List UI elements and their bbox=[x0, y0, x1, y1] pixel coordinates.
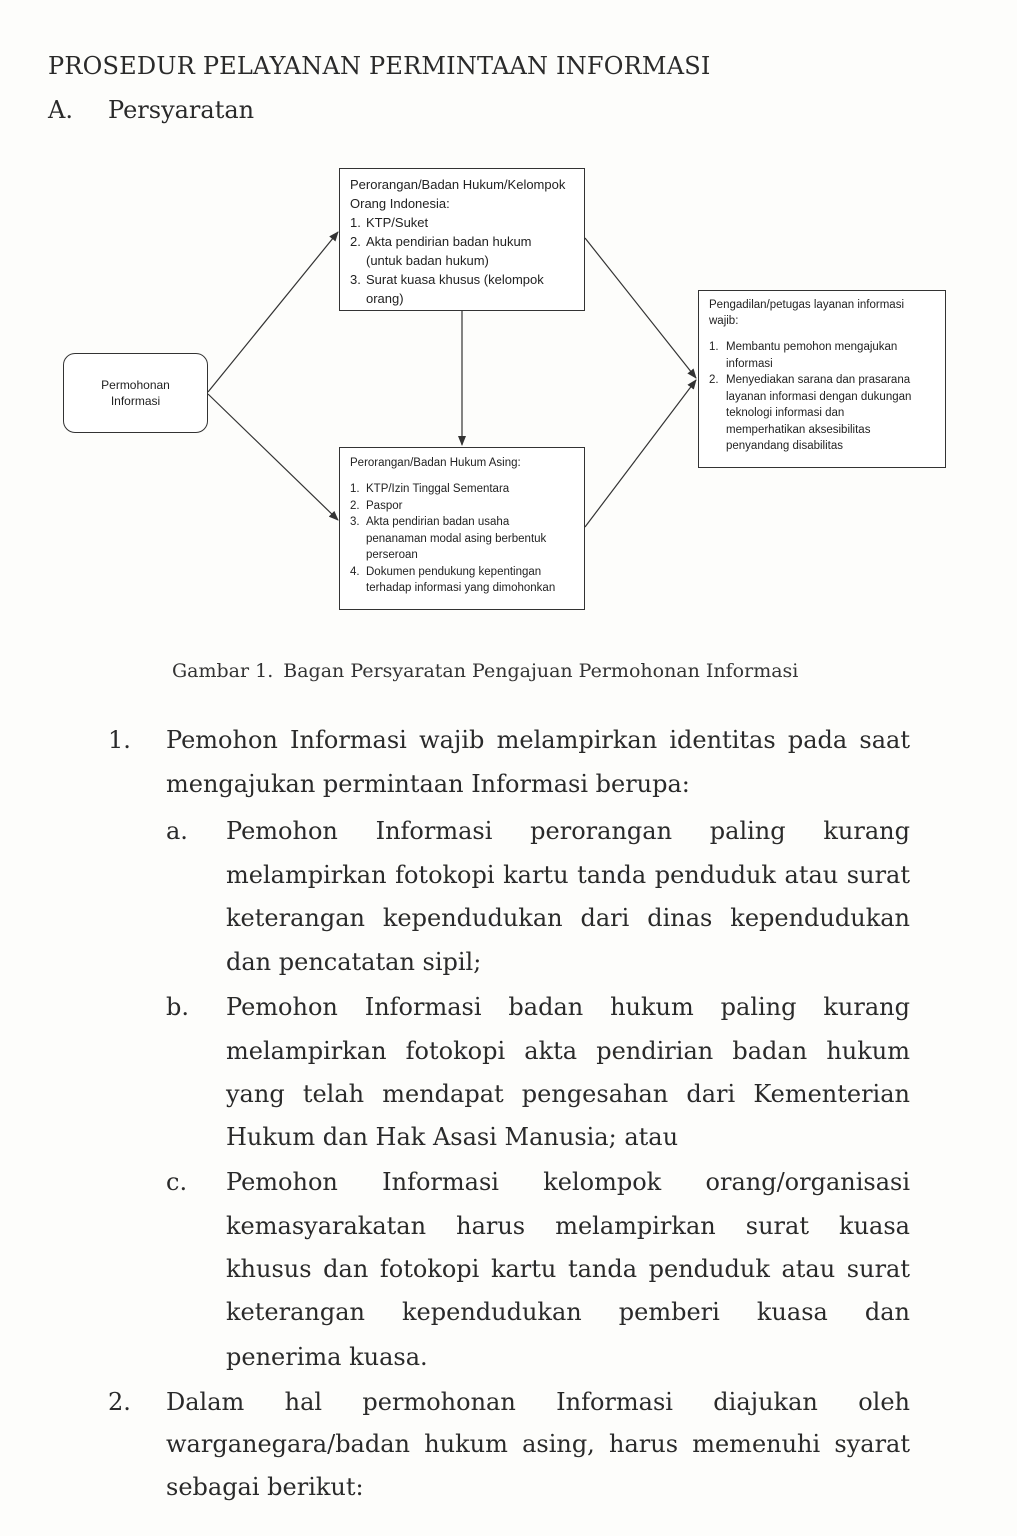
arrow-indonesian-to-officer bbox=[585, 238, 696, 378]
figure-label: Gambar 1. bbox=[172, 660, 274, 682]
indonesian-requirements-box bbox=[339, 168, 585, 311]
section-title: Persyaratan bbox=[108, 96, 255, 124]
list-item: 3. Surat kuasa khusus (kelompok orang) bbox=[350, 272, 544, 306]
sub-item-label: a. bbox=[166, 817, 188, 845]
sub-item-label: c. bbox=[166, 1168, 188, 1196]
sub-item-label: b. bbox=[166, 993, 189, 1021]
requirements-flowchart bbox=[0, 150, 1017, 630]
officer-obligations-box bbox=[698, 290, 946, 468]
figure-caption bbox=[172, 660, 798, 682]
arrow-foreign-to-officer bbox=[585, 380, 696, 527]
list-item: 2. Akta pendirian badan hukum (untuk badan hukum) bbox=[350, 234, 532, 268]
list-item: 2. Paspor bbox=[350, 499, 403, 512]
foreign-box-heading: Perorangan/Badan Hukum Asing: bbox=[350, 457, 521, 469]
section-label: A. bbox=[48, 96, 73, 124]
arrow-start-to-indonesian bbox=[208, 232, 338, 392]
list-item: 2. Menyediakan sarana dan prasarana layanan informasi dengan dukungan teknologi informasi dan memperhatikan aksesibilitas penyandang disabilitas bbox=[709, 374, 912, 452]
start-box: Permohonan Informasi bbox=[63, 353, 208, 433]
foreign-requirements-box bbox=[339, 447, 585, 610]
indonesian-box-heading: Perorangan/Badan Hukum/Kelompok Orang Indonesia: bbox=[350, 177, 566, 211]
list-item: 1. Membantu pemohon mengajukan informasi bbox=[709, 341, 898, 370]
list-item: 4. Dokumen pendukung kepentingan terhadap informasi yang dimohonkan bbox=[350, 565, 556, 594]
officer-box-heading: Pengadilan/petugas layanan informasi wajib: bbox=[709, 299, 904, 327]
list-item: 3. Akta pendirian badan usaha penanaman modal asing berbentuk perseroan bbox=[350, 516, 547, 561]
list-item: 1. KTP/Izin Tinggal Sementara bbox=[350, 483, 510, 495]
section-heading bbox=[48, 96, 254, 124]
page-title: PROSEDUR PELAYANAN PERMINTAAN INFORMASI bbox=[48, 52, 711, 80]
item-number: 2. bbox=[108, 1388, 131, 1416]
item-number: 1. bbox=[108, 726, 131, 754]
list-item: 1. KTP/Suket bbox=[350, 215, 429, 230]
figure-caption-text: Bagan Persyaratan Pengajuan Permohonan Informasi bbox=[283, 660, 799, 682]
arrow-start-to-foreign bbox=[208, 394, 338, 520]
